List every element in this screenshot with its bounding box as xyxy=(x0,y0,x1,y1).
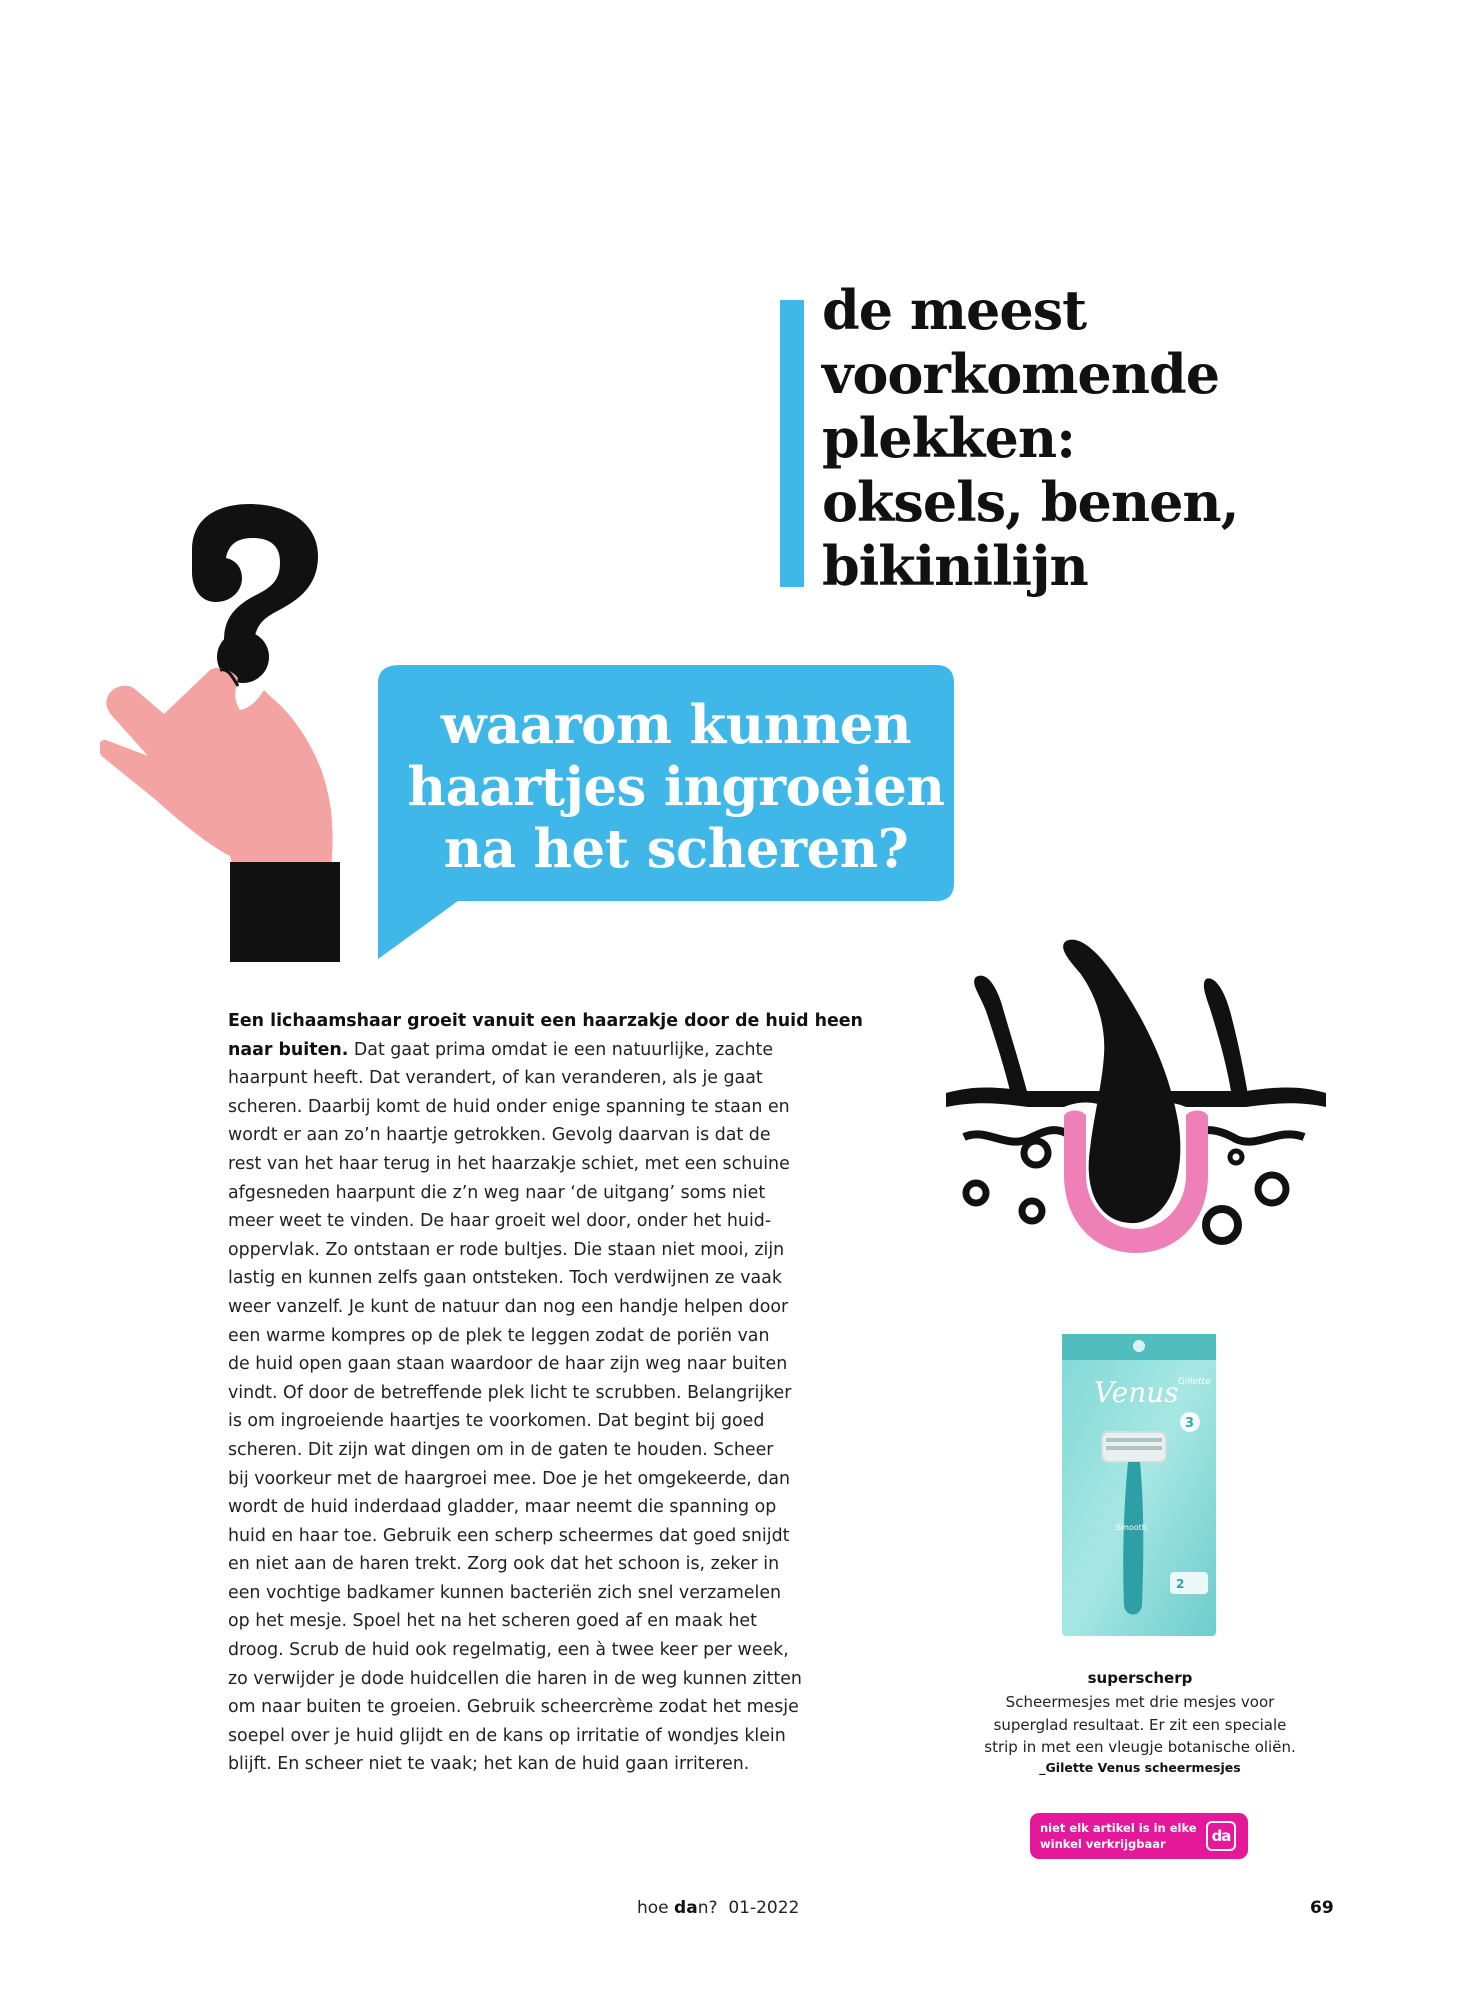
body-intro-bold: naar buiten. xyxy=(228,1039,349,1060)
product-brand: Venus xyxy=(1094,1376,1179,1409)
caption-line: superglad resultaat. Er zit een speciale xyxy=(993,1715,1287,1734)
body-intro-bold: Een lichaamshaar groeit vanuit een haarzakje door de huid heen xyxy=(228,1011,863,1031)
question-title xyxy=(396,694,956,880)
body-line: wordt de huid inderdaad gladder, maar neemt die spanning op xyxy=(228,1497,777,1518)
body-line: bij voorkeur met de haargroei mee. Doe je het omgekeerde, dan xyxy=(228,1468,791,1489)
question-line: na het scheren? xyxy=(443,818,909,880)
body-line: om naar buiten te groeien. Gebruik scheercrème zodat het mesje xyxy=(228,1697,799,1718)
caption-line: strip in met een vleugje botanische oliën. xyxy=(984,1738,1296,1756)
body-line: droog. Scrub de huid ook regelmatig, een à twee keer per week, xyxy=(228,1640,789,1661)
headline xyxy=(822,278,1382,598)
headline-line: voorkomende xyxy=(822,342,1220,406)
hair-follicle-icon xyxy=(946,935,1326,1275)
body-line: scheren. Dit zijn wat dingen om in de gaten te houden. Scheer xyxy=(228,1439,774,1460)
body-line xyxy=(228,1007,863,1036)
headline-accent-bar xyxy=(780,300,804,587)
page-number: 69 xyxy=(1310,1898,1334,1918)
body-line: is om ingroeiende haartjes te voorkomen. Dat begint bij goed xyxy=(228,1411,765,1432)
body-line: weer vanzelf. Je kunt de natuur dan nog een handje helpen door xyxy=(228,1296,789,1317)
body-line: meer weet te vinden. De haar groeit wel door, onder het huid- xyxy=(228,1211,772,1232)
body-line: oppervlak. Zo ontstaan er rode bultjes. Die staan niet mooi, zijn xyxy=(228,1239,785,1260)
product-caption-description xyxy=(960,1691,1320,1759)
caption-line: Scheermesjes met drie mesjes voor xyxy=(1005,1693,1275,1711)
availability-line: niet elk artikel is in elke xyxy=(1040,1821,1197,1835)
hand-icon xyxy=(100,668,333,896)
product-brand-small: Gillette xyxy=(1178,1377,1211,1387)
footer-brand: da xyxy=(674,1898,698,1918)
body-line: vindt. Of door de betreffende plek licht te scrubben. Belangrijker xyxy=(228,1382,792,1403)
question-line: waarom kunnen xyxy=(440,694,912,756)
headline-line: oksels, benen, xyxy=(822,470,1239,534)
body-line: lastig en kunnen zelfs gaan ontsteken. Toch verdwijnen ze vaak xyxy=(228,1268,782,1289)
body-line: wordt er aan zo’n haartje getrokken. Gevolg daarvan is dat de xyxy=(228,1125,771,1146)
body-intro-rest: Dat gaat prima omdat ie een natuurlijke, zachte xyxy=(348,1039,774,1060)
availability-line: winkel verkrijgbaar xyxy=(1040,1837,1166,1851)
article-body xyxy=(228,1007,863,1779)
body-line: een vochtige badkamer kunnen bacteriën zich snel verzamelen xyxy=(228,1582,782,1603)
body-line: soepel over je huid glijdt en de kans op irritatie of wondjes klein xyxy=(228,1725,786,1746)
body-line: blijft. En scheer niet te vaak; het kan de huid gaan irriteren. xyxy=(228,1754,750,1775)
body-line: de huid open gaan staan waardoor de haar zijn weg naar buiten xyxy=(228,1354,788,1375)
question-line: haartjes ingroeien xyxy=(407,756,945,818)
availability-text xyxy=(1040,1820,1200,1852)
body-line: huid en haar toe. Gebruik een scherp scheermes dat goed snijdt xyxy=(228,1525,790,1546)
da-logo-icon: da xyxy=(1206,1821,1236,1851)
body-line: scheren. Daarbij komt de huid onder enige spanning te staan en xyxy=(228,1096,790,1117)
body-line: zo verwijder je dode huidcellen die haren in de weg kunnen zitten xyxy=(228,1668,802,1689)
body-line: afgesneden haarpunt die z’n weg naar ‘de uitgang’ soms niet xyxy=(228,1182,766,1203)
headline-line: plekken: xyxy=(822,406,1076,470)
product-pack-count: 2 xyxy=(1176,1577,1185,1591)
sleeve-cuff xyxy=(230,862,340,962)
availability-badge xyxy=(1030,1813,1248,1859)
footer-suffix: n? xyxy=(697,1898,718,1918)
question-hand-illustration xyxy=(100,500,360,970)
body-line xyxy=(228,1036,828,1065)
footer-prefix: hoe xyxy=(637,1898,675,1918)
headline-line: bikinilijn xyxy=(822,534,1088,598)
body-line: haarpunt heeft. Dat verandert, of kan veranderen, als je gaat xyxy=(228,1068,763,1089)
body-line: en niet aan de haren trekt. Zorg ook dat het schoon is, zeker in xyxy=(228,1554,780,1575)
product-blade-count: 3 xyxy=(1185,1416,1195,1431)
product-caption-title: superscherp xyxy=(1087,1669,1193,1687)
razor-package-image xyxy=(1062,1334,1216,1636)
product-caption-source: _Gilette Venus scheermesjes xyxy=(1039,1760,1241,1775)
footer-issue xyxy=(637,1898,799,1918)
question-mark-icon xyxy=(192,504,318,683)
body-line: rest van het haar terug in het haarzakje schiet, met een schuine xyxy=(228,1153,790,1174)
headline-line: de meest xyxy=(822,278,1087,342)
body-line: op het mesje. Spoel het na het scheren goed af en maak het xyxy=(228,1611,757,1632)
footer-issue-number: 01-2022 xyxy=(728,1898,800,1918)
product-handle-text: Smooth xyxy=(1116,1523,1147,1532)
body-line: een warme kompres op de plek te leggen zodat de poriën van xyxy=(228,1325,770,1346)
